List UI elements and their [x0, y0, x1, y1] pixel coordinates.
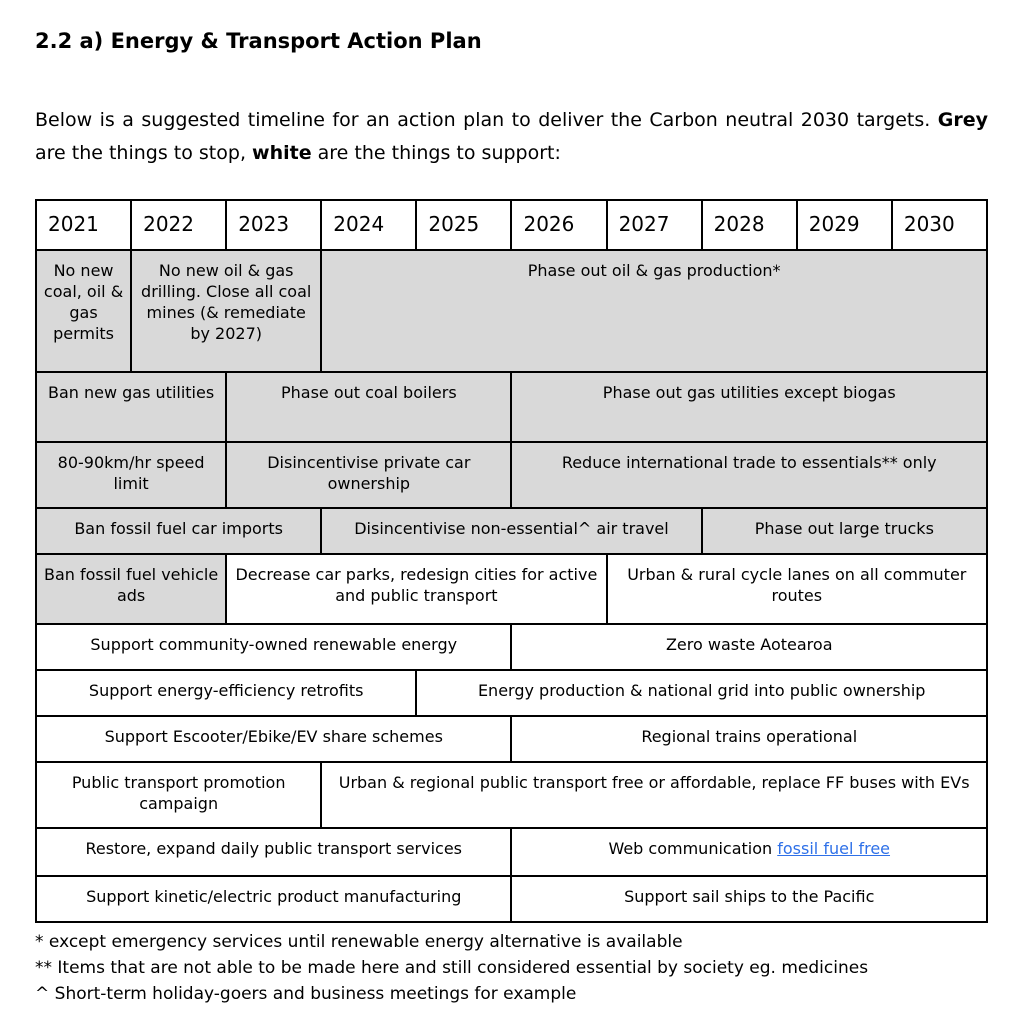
action-cell-stop: 80-90km/hr speed limit	[36, 442, 226, 508]
table-row	[36, 624, 987, 670]
footnote-caret: ^ Short-term holiday-goers and business meetings for example	[35, 984, 577, 1005]
year-header-cell: 2024	[321, 200, 416, 250]
action-cell-support: Energy production & national grid into public ownership	[416, 670, 987, 716]
web-communication-text: Web communication	[608, 838, 778, 858]
action-cell-support: Urban & regional public transport free or affordable, replace FF buses with EVs	[321, 762, 987, 828]
table-row	[36, 876, 987, 922]
action-cell-stop: Reduce international trade to essentials** only	[511, 442, 987, 508]
year-header-cell: 2028	[702, 200, 797, 250]
action-cell-support: Support Escooter/Ebike/EV share schemes	[36, 716, 511, 762]
action-cell-stop: Phase out coal boilers	[226, 372, 511, 442]
action-cell-support	[511, 828, 987, 876]
table-row	[36, 828, 987, 876]
intro-text-2: are the things to stop,	[35, 141, 253, 164]
table-row	[36, 670, 987, 716]
footnote-asterisk: * except emergency services until renewable energy alternative is available	[35, 931, 683, 952]
footnotes	[35, 929, 988, 1008]
year-header-cell: 2026	[511, 200, 606, 250]
action-cell-support: Support kinetic/electric product manufacturing	[36, 876, 511, 922]
table-row	[36, 442, 987, 508]
action-cell-stop: Phase out gas utilities except biogas	[511, 372, 987, 442]
action-cell-support: Support energy-efficiency retrofits	[36, 670, 416, 716]
year-header-cell: 2023	[226, 200, 321, 250]
page-title: 2.2 a) Energy & Transport Action Plan	[35, 29, 482, 53]
year-header-cell: 2027	[607, 200, 702, 250]
action-cell-stop: No new coal, oil & gas permits	[36, 250, 131, 372]
action-cell-stop: Ban fossil fuel vehicle ads	[36, 554, 226, 624]
action-cell-stop: Ban new gas utilities	[36, 372, 226, 442]
action-cell-stop: Disincentivise private car ownership	[226, 442, 511, 508]
table-row	[36, 554, 987, 624]
year-header-cell: 2022	[131, 200, 226, 250]
action-cell-stop: Phase out large trucks	[702, 508, 987, 554]
table-row	[36, 762, 987, 828]
intro-text-1: Below is a suggested timeline for an action plan to deliver the Carbon neutral 2030 targets.	[35, 109, 938, 132]
legend-white-label: white	[252, 141, 312, 164]
action-cell-support: Urban & rural cycle lanes on all commuter routes	[607, 554, 987, 624]
fossil-fuel-free-link[interactable]: fossil fuel free	[777, 838, 891, 858]
year-header-row	[36, 200, 987, 250]
action-cell-support: Restore, expand daily public transport services	[36, 828, 511, 876]
action-cell-support: Decrease car parks, redesign cities for active and public transport	[226, 554, 606, 624]
table-row	[36, 250, 987, 372]
year-header-cell: 2025	[416, 200, 511, 250]
intro-paragraph	[35, 104, 988, 169]
table-row	[36, 372, 987, 442]
year-header-cell: 2030	[892, 200, 987, 250]
action-cell-support: Zero waste Aotearoa	[511, 624, 987, 670]
table-row	[36, 716, 987, 762]
action-cell-support: Public transport promotion campaign	[36, 762, 321, 828]
intro-text-3: are the things to support:	[311, 141, 561, 164]
footnote-double-asterisk: ** Items that are not able to be made here and still considered essential by society eg. medicines	[35, 957, 869, 978]
year-header-cell: 2029	[797, 200, 892, 250]
action-cell-stop: Ban fossil fuel car imports	[36, 508, 321, 554]
action-cell-stop: Phase out oil & gas production*	[321, 250, 987, 372]
year-header-cell: 2021	[36, 200, 131, 250]
action-cell-support: Regional trains operational	[511, 716, 987, 762]
table-row	[36, 508, 987, 554]
legend-grey-label: Grey	[937, 109, 988, 132]
action-cell-stop: Disincentivise non-essential^ air travel	[321, 508, 701, 554]
action-plan-table	[35, 199, 988, 923]
action-cell-support: Support community-owned renewable energy	[36, 624, 511, 670]
action-cell-support: Support sail ships to the Pacific	[511, 876, 987, 922]
action-cell-stop: No new oil & gas drilling. Close all coal mines (& remediate by 2027)	[131, 250, 321, 372]
